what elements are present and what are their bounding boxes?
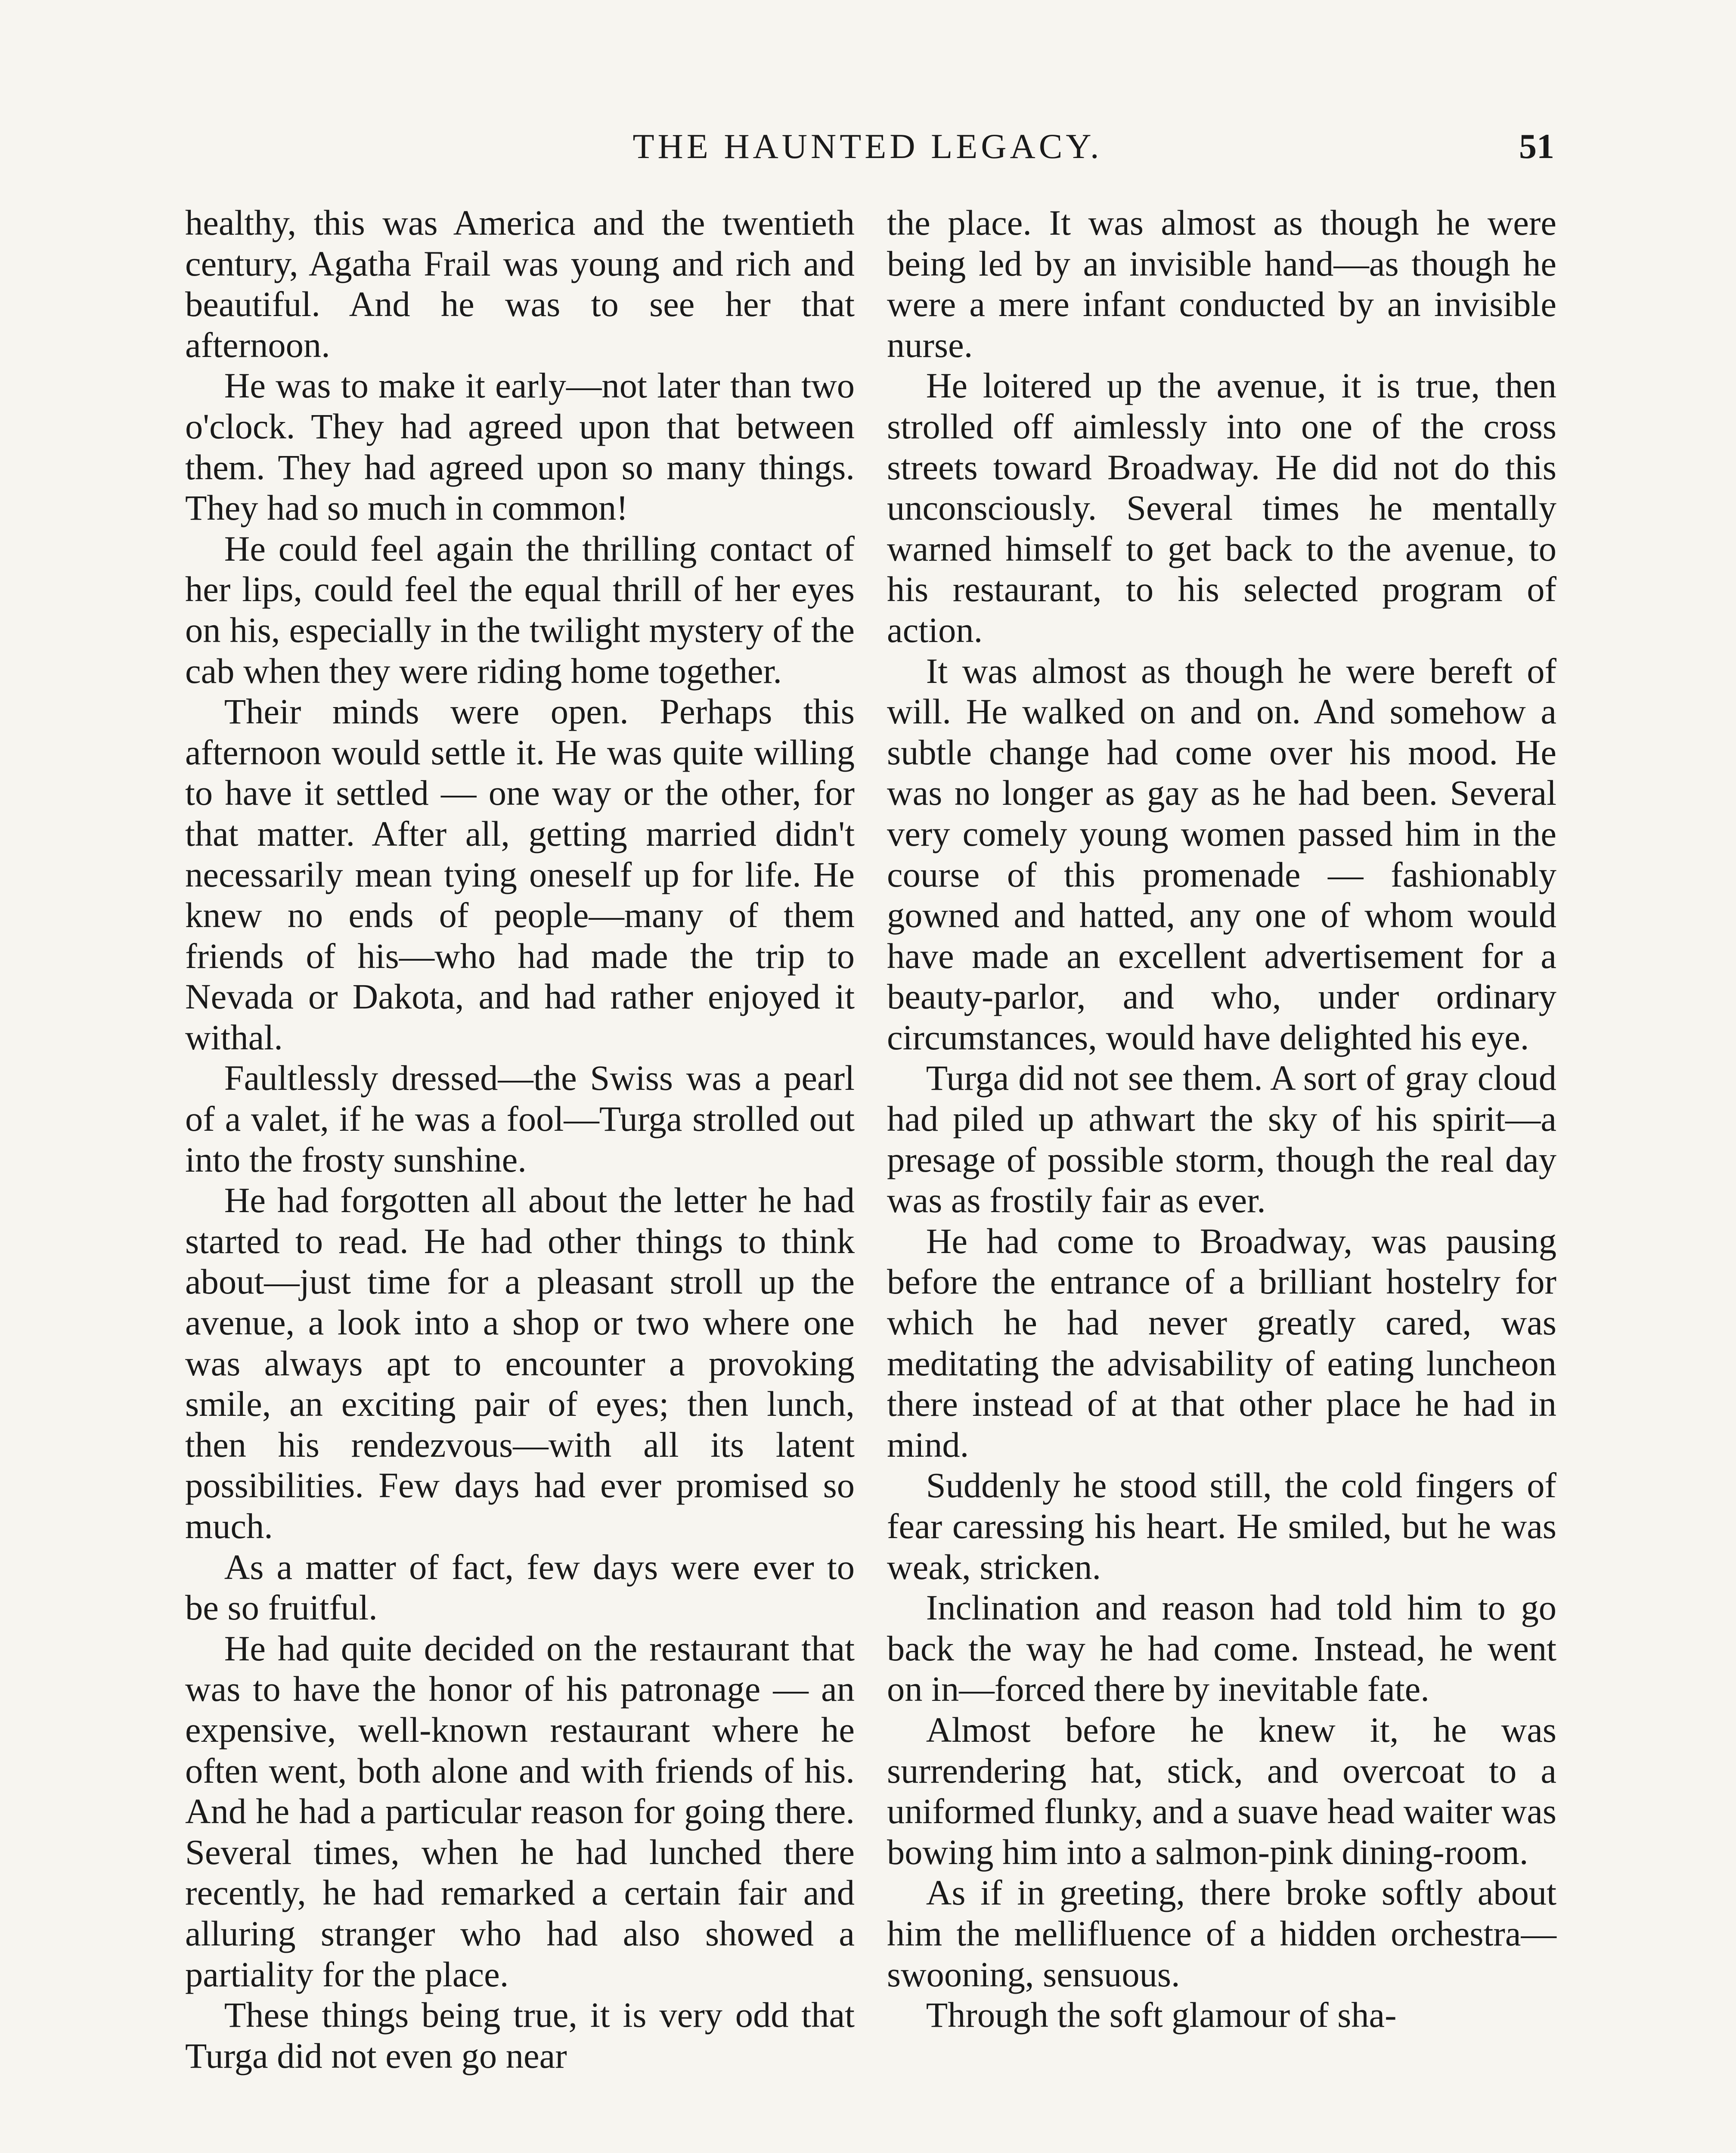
- paragraph: Faultlessly dressed—the Swiss was a pearl of a valet, if he was a fool—Turga strolled out into the frosty sunshine.: [185, 1058, 855, 1179]
- left-column: [185, 202, 855, 2076]
- paragraph: He had forgotten all about the letter he had started to read. He had other things to think about—just time for a pleasant stroll up the avenue, a look into a shop or two where one was always apt to encounter a provoking smile, an exciting pair of eyes; then lunch, then his rendezvous—with all its latent possibilities. Few days had ever promised so much.: [185, 1180, 855, 1546]
- page-header: [181, 116, 1554, 177]
- page-number: 51: [1519, 127, 1554, 166]
- paragraph: Their minds were open. Perhaps this afternoon would settle it. He was quite willing to have it settled — one way or the other, for that matter. After all, getting married didn't necessarily mean tying oneself up for life. He knew no ends of people—many of them friends of his—who had made the trip to Nevada or Dakota, and had rather enjoyed it withal.: [185, 692, 855, 1057]
- paragraph: healthy, this was America and the twentieth century, Agatha Frail was young and rich and beautiful. And he was to see her that afternoon.: [185, 203, 855, 365]
- paragraph: He could feel again the thrilling contact of her lips, could feel the equal thrill of her eyes on his, especially in the twilight mystery of the cab when they were riding home together.: [185, 528, 855, 691]
- paragraph: He loitered up the avenue, it is true, then strolled off aimlessly into one of the cross streets toward Broadway. He did not do this unconsciously. Several times he mentally warned himself to get back to the avenue, to his restaurant, to his selected program of action.: [887, 366, 1556, 650]
- paragraph: These things being true, it is very odd that Turga did not even go near: [185, 1995, 855, 2075]
- paragraph: Suddenly he stood still, the cold fingers of fear caressing his heart. He smiled, but he was weak, stricken.: [887, 1465, 1556, 1587]
- paragraph: He had quite decided on the restaurant that was to have the honor of his patronage — an expensive, well-known restaurant where he often went, both alone and with friends of his. And he had a particular reason for going there. Several times, when he had lunched there recently, he had remarked a certain fair and alluring stranger who had also showed a partiality for the place.: [185, 1628, 855, 1994]
- paragraph: Through the soft glamour of sha-: [926, 1995, 1397, 2035]
- paragraph: He had come to Broadway, was pausing before the entrance of a brilliant hostelry for which he had never greatly cared, was meditating the advisability of eating luncheon there instead of at that other place he had in mind.: [887, 1221, 1556, 1464]
- paragraph: It was almost as though he were bereft of will. He walked on and on. And somehow a subtle change had come over his mood. He was no longer as gay as he had been. Several very comely young women passed him in the course of this promenade — fashionably gowned and hatted, any one of whom would have made an excellent advertisement for a beauty-parlor, and who, under ordinary circumstances, would have delighted his eye.: [887, 651, 1556, 1057]
- paragraph: the place. It was almost as though he were being led by an invisible hand—as though he were a mere infant conducted by an invisible nurse.: [887, 203, 1556, 365]
- paragraph: He was to make it early—not later than two o'clock. They had agreed upon that between them. They had agreed upon so many things. They had so much in common!: [185, 366, 855, 528]
- paragraph: Turga did not see them. A sort of gray cloud had piled up athwart the sky of his spirit—a presage of possible storm, though the real day was as frostily fair as ever.: [887, 1058, 1556, 1220]
- paragraph: Almost before he knew it, he was surrendering hat, stick, and overcoat to a uniformed flunky, and a suave head waiter was bowing him into a salmon-pink dining-room.: [887, 1709, 1556, 1872]
- paragraph: Inclination and reason had told him to go back the way he had come. Instead, he went on in—forced there by inevitable fate.: [887, 1588, 1556, 1709]
- paragraph: As if in greeting, there broke softly about him the mellifluence of a hidden orchestra—swooning, sensuous.: [887, 1873, 1556, 1994]
- right-column: [887, 202, 1556, 2035]
- paragraph: As a matter of fact, few days were ever to be so fruitful.: [185, 1547, 855, 1628]
- running-title: THE HAUNTED LEGACY.: [632, 127, 1103, 166]
